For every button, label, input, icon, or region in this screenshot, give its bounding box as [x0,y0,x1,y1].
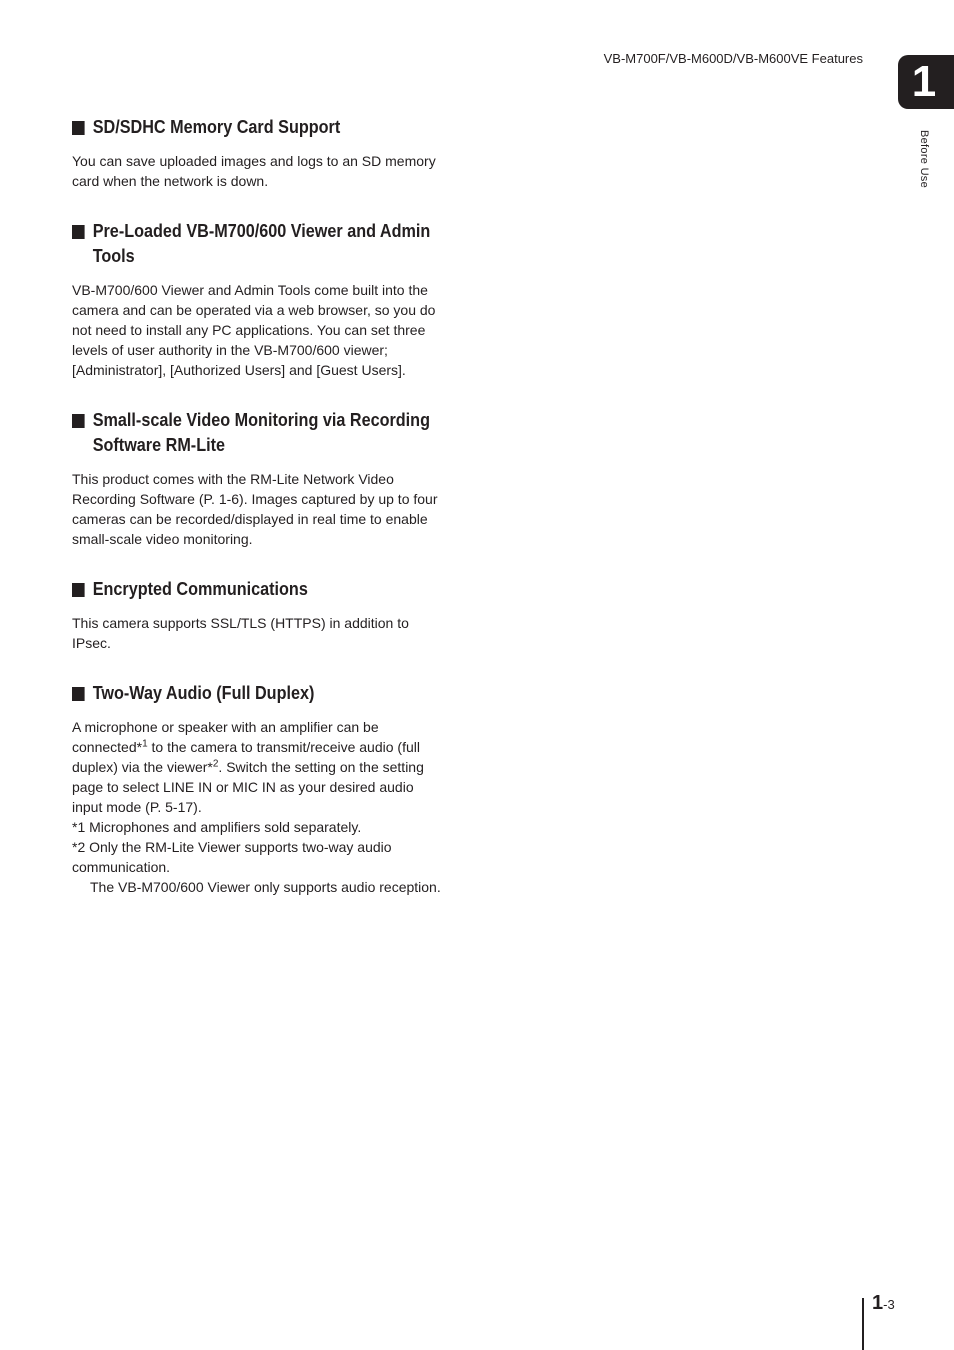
square-bullet-icon [72,687,85,701]
footnote-marker: *2 [72,839,86,855]
running-header: VB-M700F/VB-M600D/VB-M600VE Features [603,51,863,66]
square-bullet-icon [72,583,85,597]
section-body: You can save uploaded images and logs to an SD memory card when the network is down. [72,153,436,189]
section-body: VB-M700/600 Viewer and Admin Tools come built into the camera and can be operated via a web browser, so you do not need to install any PC applications. You can set three levels of user authority in the VB-M700/600 viewer; [Administrator], [Authorized Users] and [Guest Users]. [72,282,436,378]
page-number [872,1292,895,1315]
square-bullet-icon [72,121,85,135]
footnote-ref: 1 [142,738,148,750]
section-heading-text: Pre-Loaded VB-M700/600 Viewer and Admin Tools [92,221,431,266]
body-text: A microphone or speaker with an amplifier can be connected* [72,719,379,755]
body-text: . Switch the setting on the setting page to select LINE IN or MIC IN as your desired audio input mode (P. 5-17). [72,759,424,815]
section-heading [72,219,446,269]
section-encrypted-communications [72,577,447,653]
audio-paragraph [72,717,447,817]
square-bullet-icon [72,414,85,428]
section-body: This camera supports SSL/TLS (HTTPS) in addition to IPsec. [72,615,409,651]
section-video-monitoring [72,408,447,549]
side-section-label: Before Use [918,130,930,189]
section-two-way-audio [72,681,447,897]
square-bullet-icon [72,225,85,239]
footnote-text: Only the RM-Lite Viewer supports two-way audio communication. [72,839,392,875]
section-heading [72,681,446,706]
section-viewer-admin-tools [72,219,447,380]
section-heading [72,577,446,602]
footnote-2-continued: The VB-M700/600 Viewer only supports audio reception. [90,879,441,895]
section-heading-text: SD/SDHC Memory Card Support [92,117,341,137]
section-body: This product comes with the RM-Lite Network Video Recording Software (P. 1-6). Images captured by up to four cameras can be recorded/displayed in real time to enable small-scale video monitoring. [72,471,438,547]
body-text: to the camera to transmit/receive audio (full duplex) via the viewer* [72,739,420,775]
section-body [72,717,447,897]
section-heading-text: Two-Way Audio (Full Duplex) [92,683,315,703]
main-content [72,115,447,925]
footnote-2 [72,837,447,877]
section-sd-card [72,115,447,191]
section-heading [72,408,446,458]
footnote-ref: 2 [212,758,219,770]
section-heading [72,115,446,140]
page-number-page: -3 [883,1297,895,1312]
footnote-1: *1 Microphones and amplifiers sold separately. [72,819,362,835]
page-number-chapter: 1 [872,1292,884,1314]
section-heading-text: Encrypted Communications [92,579,308,599]
section-heading-text: Small-scale Video Monitoring via Recording Software RM-Lite [92,410,430,455]
chapter-tab: 1 [898,55,954,109]
footer-divider [862,1298,864,1350]
